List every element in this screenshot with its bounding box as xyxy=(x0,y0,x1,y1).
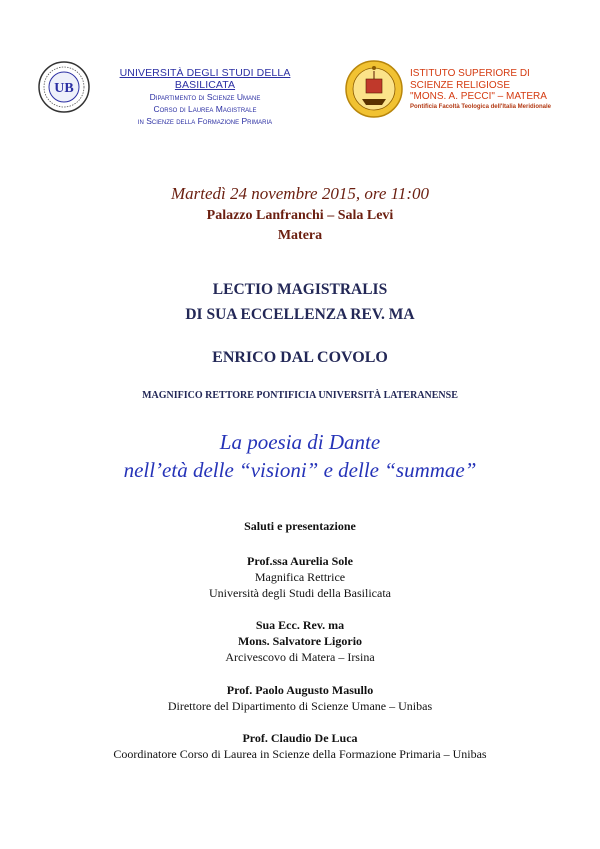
institute-line1: ISTITUTO SUPERIORE DI xyxy=(410,68,530,79)
lecture-line2: DI SUA ECCELLENZA REV. MA xyxy=(185,306,415,323)
program-heading: Saluti e presentazione xyxy=(244,519,356,533)
person-name: Prof. Paolo Augusto Masullo xyxy=(226,683,374,697)
lecture-line1: LECTIO MAGISTRALIS xyxy=(212,281,388,298)
speaker-block-2 xyxy=(0,617,600,665)
department-name: Dipartimento di Scienze Umane xyxy=(149,92,261,102)
person-role: Magnifica Rettrice xyxy=(254,570,346,584)
seal-letters: UB xyxy=(54,81,74,96)
speaker-role: MAGNIFICO RETTORE PONTIFICIA UNIVERSITÀ LATERANENSE xyxy=(142,390,458,401)
person-role: Arcivescovo di Matera – Irsina xyxy=(225,650,375,664)
event-venue: Palazzo Lanfranchi – Sala Levi xyxy=(206,208,394,223)
speaker-block-1 xyxy=(0,553,600,601)
person-name: Prof.ssa Aurelia Sole xyxy=(247,554,353,568)
person-title: Sua Ecc. Rev. ma xyxy=(255,618,345,632)
person-role: Direttore del Dipartimento di Scienze Umane – Unibas xyxy=(167,699,433,713)
person-name: Mons. Salvatore Ligorio xyxy=(237,634,363,648)
header xyxy=(0,55,600,130)
speaker-name: ENRICO DAL COVOLO xyxy=(212,349,388,366)
course-line1: Corso di Laurea Magistrale xyxy=(153,104,257,114)
lecture-title-line2: nell’età delle “visioni” e delle “summae” xyxy=(123,458,477,482)
institute-line2: SCIENZE RELIGIOSE xyxy=(410,79,511,91)
event-date: Martedì 24 novembre 2015, ore 11:00 xyxy=(170,184,430,203)
institute-line4: Pontificia Facoltà Teologica dell'Italia Meridionale xyxy=(410,103,552,110)
course-line2: in Scienze della Formazione Primaria xyxy=(137,116,273,126)
person-name: Prof. Claudio De Luca xyxy=(242,731,358,745)
speaker-block-3 xyxy=(0,682,600,714)
person-affiliation: Università degli Studi della Basilicata xyxy=(209,586,391,600)
lecture-heading xyxy=(0,277,600,327)
person-role: Coordinatore Corso di Laurea in Scienze della Formazione Primaria – Unibas xyxy=(113,747,487,761)
event-city: Matera xyxy=(277,228,323,243)
institute-heading xyxy=(410,68,600,112)
institute-seal-logo xyxy=(344,59,404,119)
event-location xyxy=(0,206,600,246)
speaker-block-4 xyxy=(0,730,600,762)
institute-line3: "MONS. A. PECCI" – MATERA xyxy=(410,91,547,102)
lecture-title xyxy=(0,428,600,484)
lecture-title-line1: La poesia di Dante xyxy=(219,430,381,454)
university-heading xyxy=(94,67,316,127)
university-name[interactable]: UNIVERSITÀ DEGLI STUDI DELLA BASILICATA xyxy=(119,67,291,91)
university-seal-logo xyxy=(38,61,90,113)
